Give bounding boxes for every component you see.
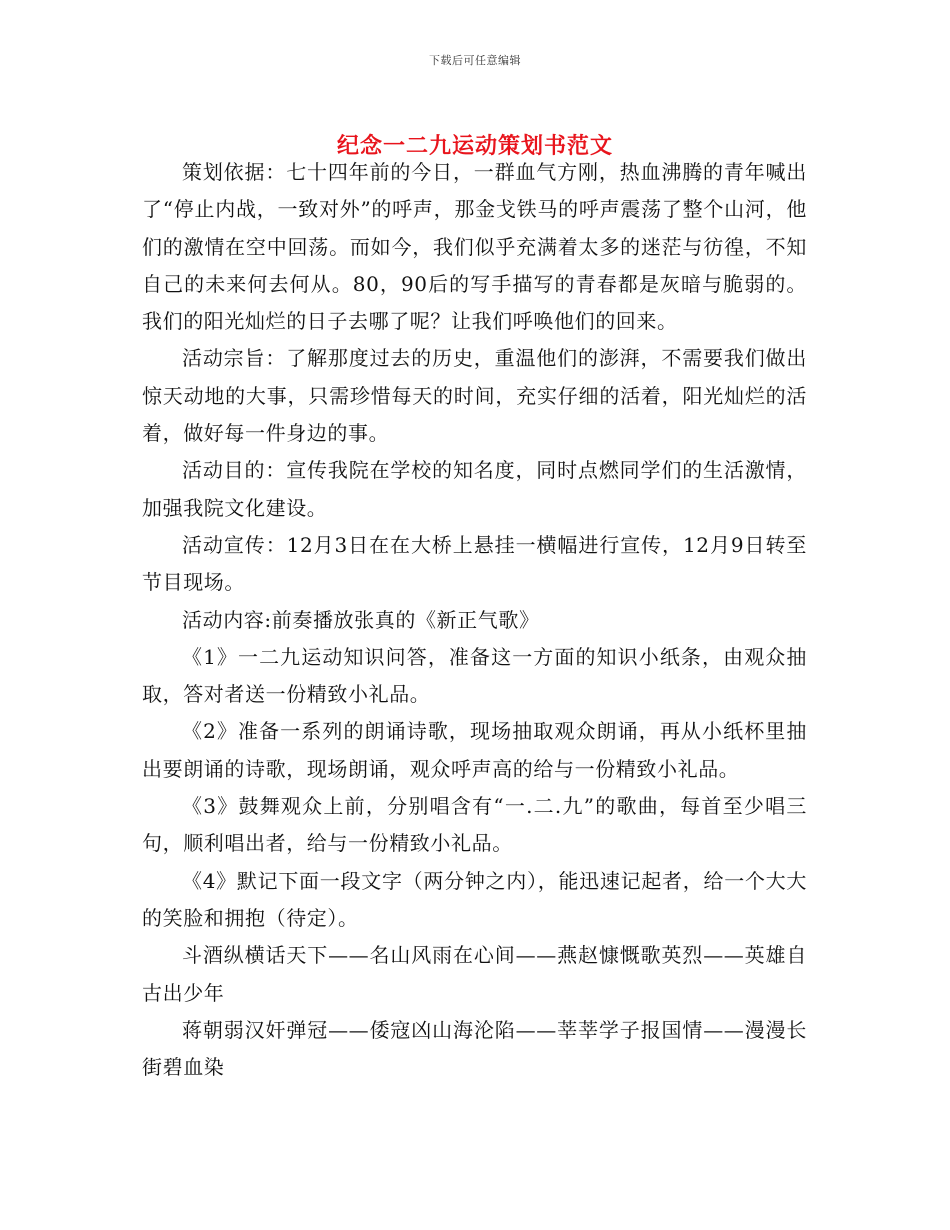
paragraph-item-4: 《4》默记下面一段文字（两分钟之内），能迅速记起者，给一个大大的笑脸和拥抱（待定）。 (142, 868, 807, 930)
paragraph-activity-purpose: 活动宗旨：了解那度过去的历史，重温他们的澎湃，不需要我们做出惊天动地的大事，只需珍惜每天的时间，充实仔细的活着，阳光灿烂的活着，做好每一件身边的事。 (142, 346, 807, 446)
document-body (142, 154, 807, 1086)
paragraph-planning-basis: 策划依据：七十四年前的今日，一群血气方刚，热血沸腾的青年喊出了“停止内战，一致对外”的呼声，那金戈铁马的呼声震荡了整个山河，他们的激情在空中回荡。而如今，我们似乎充满着太多的迷茫与彷徨，不知自己的未来何去何从。80，90后的写手描写的青春都是灰暗与脆弱的。我们的阳光灿烂的日子去哪了呢？让我们呼唤他们的回来。 (142, 160, 807, 334)
poem-line-1: 斗酒纵横话天下——名山风雨在心间——燕赵慷慨歌英烈——英雄自古出少年 (142, 943, 807, 1005)
paragraph-item-2: 《2》准备一系列的朗诵诗歌，现场抽取观众朗诵，再从小纸杯里抽出要朗诵的诗歌，现场朗诵，观众呼声高的给与一份精致小礼品。 (142, 719, 807, 781)
paragraph-item-1: 《1》一二九运动知识问答，准备这一方面的知识小纸条，由观众抽取，答对者送一份精致小礼品。 (142, 644, 807, 707)
paragraph-item-3: 《3》鼓舞观众上前，分别唱含有“一.二.九”的歌曲，每首至少唱三句，顺利唱出者，给与一份精致小礼品。 (142, 794, 807, 856)
page-header-note: 下载后可任意编辑 (429, 54, 521, 67)
poem-line-2: 蒋朝弱汉奸弹冠——倭寇凶山海沦陷——莘莘学子报国情——漫漫长街碧血染 (142, 1017, 807, 1080)
paragraph-activity-goal: 活动目的：宣传我院在学校的知名度，同时点燃同学们的生活激情，加强我院文化建设。 (142, 458, 807, 520)
paragraph-activity-publicity: 活动宣传：12月3日在在大桥上悬挂一横幅进行宣传，12月9日转至节目现场。 (142, 532, 807, 595)
document-title: 纪念一二九运动策划书范文 (336, 132, 613, 159)
paragraph-activity-content: 活动内容:前奏播放张真的《新正气歌》 (182, 607, 540, 632)
